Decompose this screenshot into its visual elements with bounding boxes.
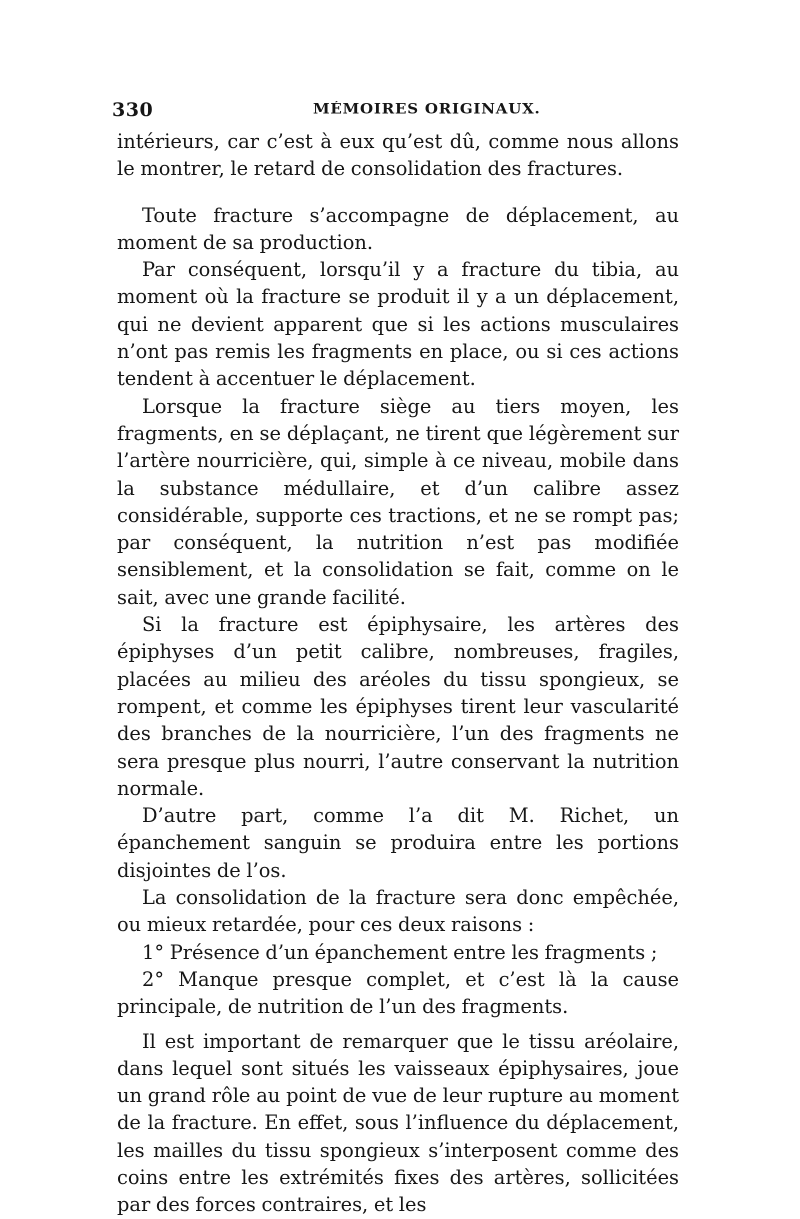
running-title: MÉMOIRES ORIGINAUX. [313,101,541,118]
paragraph: Si la fracture est épiphysaire, les artères des épiphyses d’un petit calibre, nombreuses, fragiles, placées au milieu des aréoles du tissu spongieux, se rompent, et comme les épiphyses tirent leur vascularité des branches de la nourricière, l’un des fragments ne sera presque plus nourri, l’autre conservant la nutrition normale. [117,613,679,800]
page-number: 330 [112,99,154,121]
body-text [117,128,679,1219]
paragraph: Toute fracture s’accompagne de déplacement, au moment de sa production. [117,203,679,254]
paragraph: D’autre part, comme l’a dit M. Richet, un épanchement sanguin se produira entre les portions disjointes de l’os. [117,804,679,882]
paragraph-continuation: intérieurs, car c’est à eux qu’est dû, comme nous allons le montrer, le retard de consolidation des fractures. [117,130,679,181]
list-item: 2° Manque presque complet, et c’est là la cause principale, de nutrition de l’un des fragments. [117,967,679,1019]
paragraph: Il est important de remarquer que le tissu aréolaire, dans lequel sont situés les vaisseaux épiphysaires, joue un grand rôle au point de vue de leur rupture au moment de la fracture. En effet, sous l’influence du déplacement, les mailles du tissu spongieux s’interposent comme des coins entre les extrémités fixes des artères, sollicitées par des forces contraires, et les [117,1029,679,1217]
paragraph: Par conséquent, lorsqu’il y a fracture du tibia, au moment où la fracture se produit il y a un déplacement, qui ne devient apparent que si les actions musculaires n’ont pas remis les fragments en place, ou si ces actions tendent à accentuer le déplacement. [117,258,679,391]
page-header [112,99,712,119]
paragraph: La consolidation de la fracture sera donc empêchée, ou mieux retardée, pour ces deux raisons : [117,886,679,937]
list-item: 1° Présence d’un épanchement entre les fragments ; [142,940,658,964]
paragraph: Lorsque la fracture siège au tiers moyen, les fragments, en se déplaçant, ne tirent que légèrement sur l’artère nourricière, qui, simple à ce niveau, mobile dans la substance médullaire, et d’un calibre assez considérable, supporte ces tractions, et ne se rompt pas; par conséquent, la nutrition n’est pas modifiée sensiblement, et la consolidation se fait, comme on le sait, avec une grande facilité. [117,394,679,609]
